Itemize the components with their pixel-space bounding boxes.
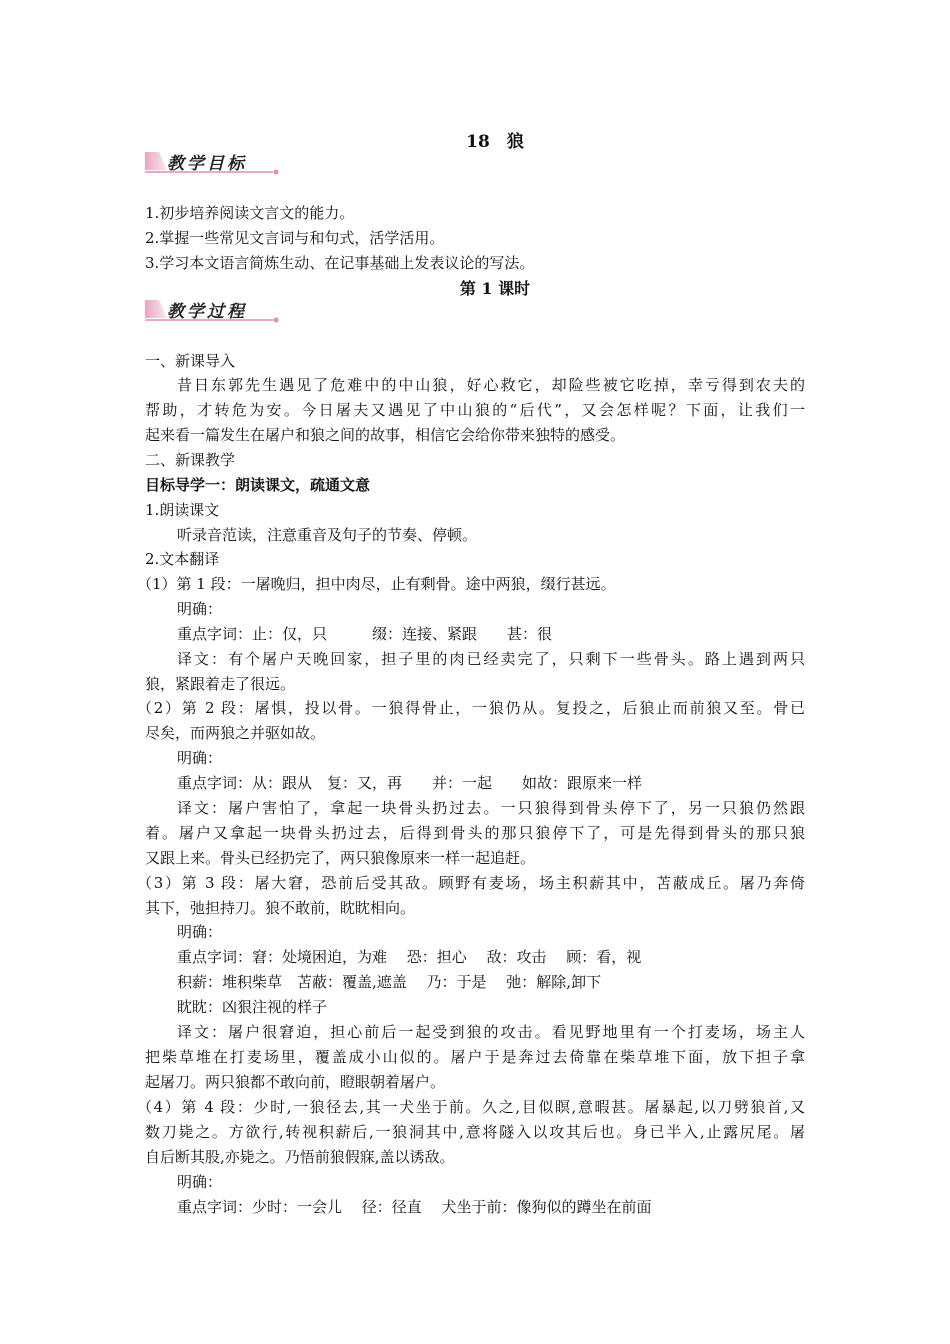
objective-item: 1.初步培养阅读文言文的能力。: [145, 204, 355, 222]
section-header-process: [145, 296, 280, 326]
paragraph-line: （4）第 4 段：少时,一狼径去,其一犬坐于前。久之,目似瞑,意暇甚。屠暴起,以刀劈狼首,又: [137, 1098, 805, 1116]
paragraph-line: 重点字词：窘：处境困迫，为难 恐：担心 敌：攻击 顾：看，视: [177, 948, 642, 966]
paragraph-line: 译文：屠户害怕了，拿起一块骨头扔过去。一只狼得到骨头停下了，另一只狼仍然跟: [177, 799, 805, 817]
paragraph-line: （1）第 1 段：一屠晚归，担中肉尽，止有剩骨。途中两狼，缀行甚远。: [137, 575, 616, 593]
paragraph-line: 尽矣，而两狼之并驱如故。: [145, 724, 326, 742]
paragraph-line: 帮助，才转危为安。今日屠夫又遇见了中山狼的“后代”，又会怎样呢？下面，让我们一: [145, 401, 805, 419]
paragraph-line: 数刀毙之。方欲行,转视积薪后,一狼洞其中,意将隧入以攻其后也。身已半入,止露尻尾。屠: [145, 1123, 805, 1141]
heading-translation: 2.文本翻译: [145, 550, 220, 568]
section-header-label: 教学过程: [167, 302, 247, 322]
section-header-label: 教学目标: [167, 154, 247, 174]
paragraph-line: 明确：: [177, 1173, 223, 1191]
heading-new-lesson: 二、新课教学: [145, 451, 236, 469]
paragraph-line: 重点字词：止：仅，只 缀：连接、紧跟 甚：很: [177, 625, 553, 643]
paragraph-line: 眈眈：凶狠注视的样子: [177, 998, 328, 1016]
paragraph-line: （3）第 3 段：屠大窘，恐前后受其敌。顾野有麦场，场主积薪其中，苫蔽成丘。屠乃奔倚: [137, 874, 805, 892]
paragraph-line: 明确：: [177, 600, 223, 618]
lesson-title: 第 1 课时: [459, 279, 531, 298]
heading-goal: 目标导学一：朗读课文，疏通文意: [145, 476, 371, 494]
paragraph-line: 狼，紧跟着走了很远。: [145, 675, 296, 693]
paragraph-line: 明确：: [177, 923, 223, 941]
paragraph-line: 译文：有个屠户天晚回家，担子里的肉已经卖完了，只剩下一些骨头。路上遇到两只: [177, 650, 805, 668]
paragraph-line: 着。屠户又拿起一块骨头扔过去，后得到骨头的那只狼停下了，可是先得到骨头的那只狼: [145, 824, 805, 842]
paragraph-line: 又跟上来。骨头已经扔完了，两只狼像原来一样一起追赶。: [145, 849, 536, 867]
paragraph-line: 其下，弛担持刀。狼不敢前，眈眈相向。: [145, 899, 416, 917]
heading-read: 1.朗读课文: [145, 501, 220, 519]
paragraph-line: 起屠刀。两只狼都不敢向前，瞪眼朝着屠户。: [145, 1073, 446, 1091]
paragraph-line: 明确：: [177, 749, 223, 767]
section-header-objectives: [145, 148, 280, 178]
page-title: 18 狼: [466, 132, 524, 152]
objective-item: 2.掌握一些常见文言词与和句式，活学活用。: [145, 229, 445, 247]
paragraph-line: 昔日东郭先生遇见了危难中的中山狼，好心救它，却险些被它吃掉，幸亏得到农夫的: [177, 376, 805, 394]
paragraph-line: 把柴草堆在打麦场里，覆盖成小山似的。屠户于是奔过去倚靠在柴草堆下面，放下担子拿: [145, 1048, 805, 1066]
paragraph-line: 积薪：堆积柴草 苫蔽：覆盖,遮盖 乃：于是 弛：解除,卸下: [177, 973, 602, 991]
paragraph-line: （2）第 2 段：屠惧，投以骨。一狼得骨止，一狼仍从。复投之，后狼止而前狼又至。骨已: [137, 699, 805, 717]
paragraph-line: 听录音范读，注意重音及句子的节奏、停顿。: [177, 526, 478, 544]
heading-intro: 一、新课导入: [145, 352, 236, 370]
objective-item: 3.学习本文语言简炼生动、在记事基础上发表议论的写法。: [145, 254, 535, 272]
paragraph-line: 译文：屠户很窘迫，担心前后一起受到狼的攻击。看见野地里有一个打麦场，场主人: [177, 1023, 805, 1041]
paragraph-line: 自后断其股,亦毙之。乃悟前狼假寐,盖以诱敌。: [145, 1148, 455, 1166]
paragraph-line: 重点字词：少时：一会儿 径：径直 犬坐于前：像狗似的蹲坐在前面: [177, 1198, 652, 1216]
paragraph-line: 起来看一篇发生在屠户和狼之间的故事，相信它会给你带来独特的感受。: [145, 426, 626, 444]
paragraph-line: 重点字词：从：跟从 复：又，再 并：一起 如故：跟原来一样: [177, 774, 643, 792]
